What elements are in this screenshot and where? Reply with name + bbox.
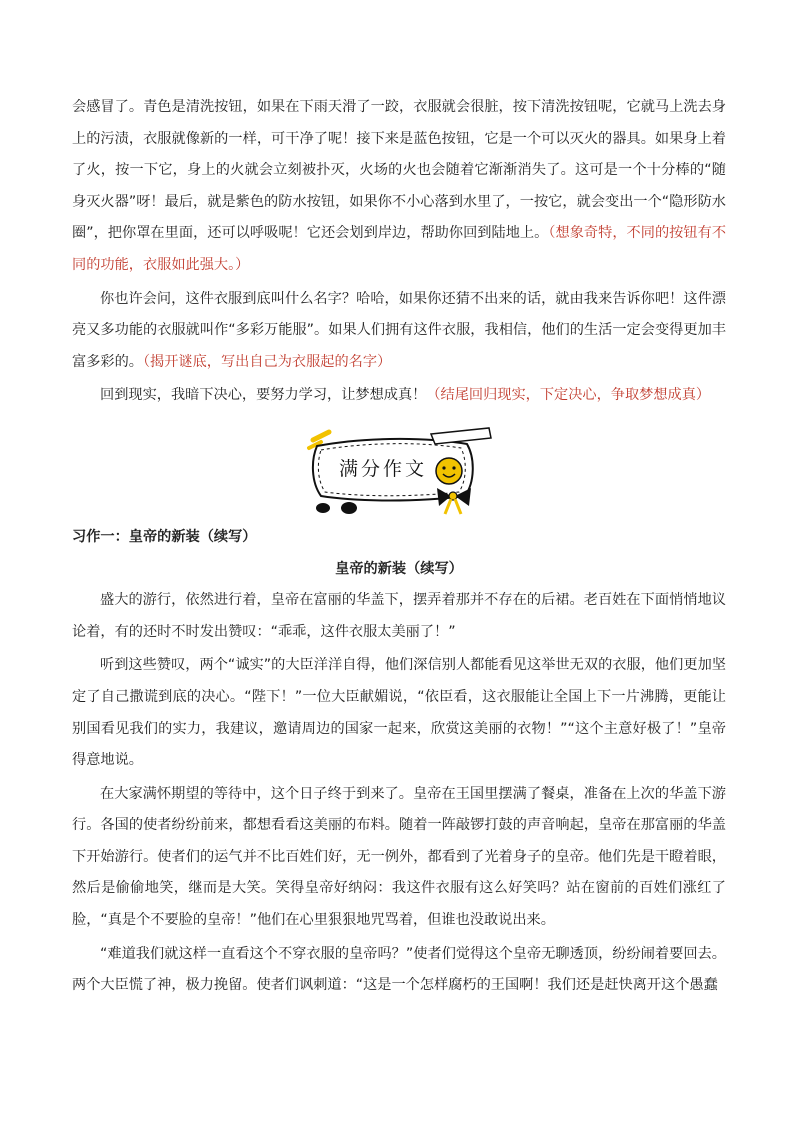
smiley-icon xyxy=(436,458,462,484)
paragraph-3-text: 回到现实，我暗下决心，要努力学习，让梦想成真！ xyxy=(100,387,427,404)
paragraph-2 xyxy=(72,284,726,379)
paragraph-1 xyxy=(72,92,726,282)
essay-title: 皇帝的新装（续写） xyxy=(335,560,463,577)
section-heading: 习作一：皇帝的新装（续写） xyxy=(72,528,257,545)
paragraph-2-text: 你也许会问，这件衣服到底叫什么名字？哈哈，如果你还猜不出来的话，就由我来告诉你吧！这件漂亮又多功能的衣服就叫作“多彩万能服”。如果人们拥有这件衣服，我相信，他们的生活一定会变得更加丰富多彩的。 xyxy=(72,290,726,370)
paragraph-3-annotation: （结尾回归现实，下定决心，争取梦想成真） xyxy=(426,387,711,404)
essay-paragraph-3: 在大家满怀期望的等待中，这个日子终于到来了。皇帝在王国里摆满了餐桌，准备在上次的华盖下游行。各国的使者纷纷前来，都想看看这美丽的布料。随着一阵敲锣打鼓的声音响起，皇帝在那富丽的华盖下开始游行。使者们的运气并不比百姓们好，无一例外，都看到了光着身子的皇帝。他们先是干瞪着眼，然后是偷偷地笑，继而是大笑。笑得皇帝好纳闷：我这件衣服有这么好笑吗？站在窗前的百姓们涨红了脸，“真是个不要脸的皇帝！”他们在心里狠狠地咒骂着，但谁也没敢说出来。 xyxy=(72,785,726,929)
paragraph-1-annotation: （想象奇特，不同的按钮有不同的功能，衣服如此强大。） xyxy=(72,225,727,273)
essay-paragraph-1: 盛大的游行，依然进行着，皇帝在富丽的华盖下，摆弄着那并不存在的后裙。老百姓在下面悄悄地议论着，有的还时不时发出赞叹：“乖乖，这件衣服太美丽了！” xyxy=(72,592,726,640)
bow-icon xyxy=(437,488,471,514)
full-score-essay-badge xyxy=(299,426,499,516)
essay-paragraph-4: “难道我们就这样一直看这个不穿衣服的皇帝吗？”使者们觉得这个皇帝无聊透顶，纷纷闹着要回去。两个大臣慌了神，极力挽留。使者们讽刺道：“这是一个怎样腐朽的王国啊！我们还是赶快离开这个愚蠢 xyxy=(72,945,726,994)
badge-label: 满分作文 xyxy=(338,457,427,480)
essay-paragraph-2: 听到这些赞叹，两个“诚实”的大臣洋洋自得，他们深信别人都能看见这举世无双的衣服，他们更加坚定了自己撒谎到底的决心。“陛下！”一位大臣献媚说，“依臣看，这衣服能让全国上下一片沸腾，更能让别国看见我们的实力，我建议，邀请周边的国家一起来，欣赏这美丽的衣物！”“这个主意好极了！”皇帝得意地说。 xyxy=(72,657,726,769)
paragraph-1-text: 会感冒了。青色是清洗按钮，如果在下雨天滑了一跤，衣服就会很脏，按下清洗按钮呢，它就马上洗去身上的污渍，衣服就像新的一样，可干净了呢！接下来是蓝色按钮，它是一个可以灭火的器具。如果身上着了火，按一下它，身上的火就会立刻被扑灭，火场的火也会随着它渐渐消失了。这可是一个十分棒的“随身灭火器”呀！最后，就是紫色的防水按钮，如果你不小心落到水里了，一按它，就会变出一个“隐形防水圈”，把你罩在里面，还可以呼吸呢！它还会划到岸边，帮助你回到陆地上。 xyxy=(72,99,726,242)
paragraph-2-annotation: （揭开谜底，写出自己为衣服起的名字） xyxy=(142,353,392,370)
document-page xyxy=(72,92,726,1004)
paragraph-3 xyxy=(72,380,726,412)
